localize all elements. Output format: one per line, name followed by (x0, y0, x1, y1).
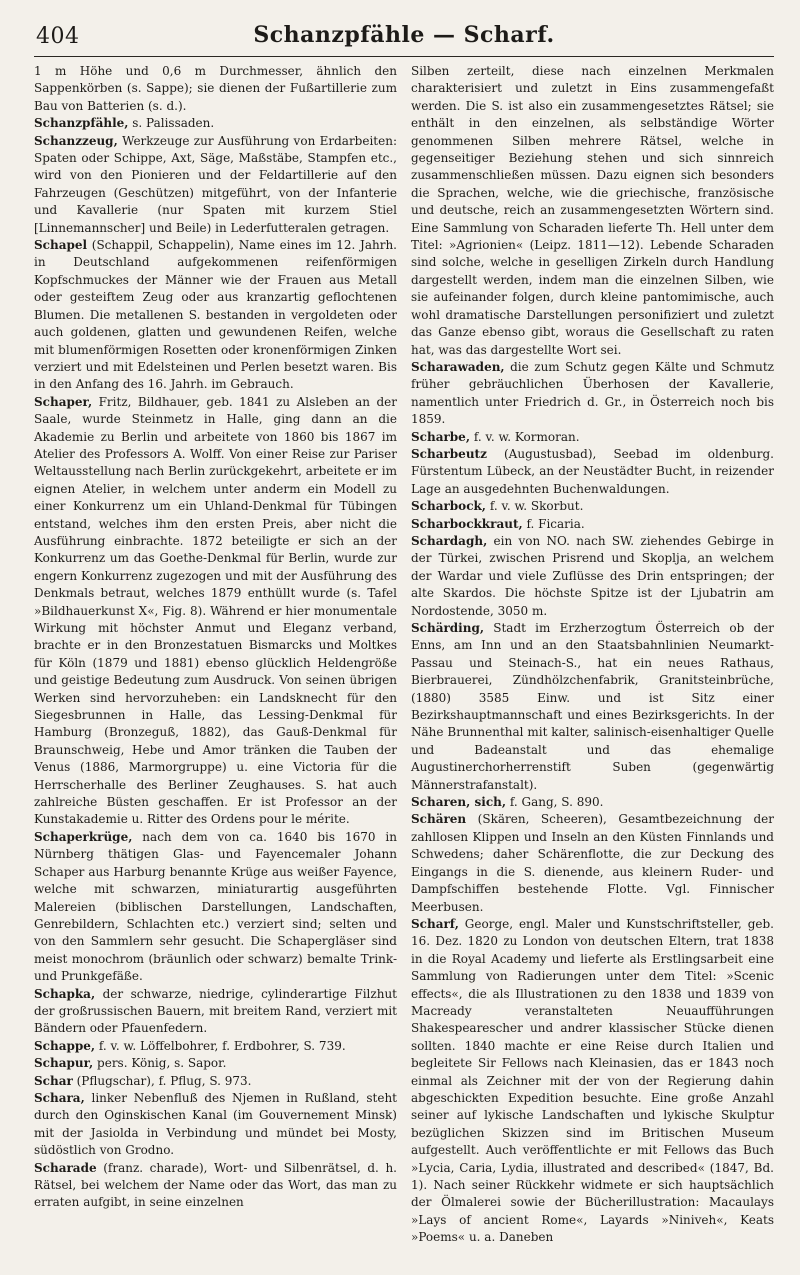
entry-text: die zum Schutz gegen Kälte und Schmutz früher gebräuchlichen Überhosen der Kavallerie, namentlich unter Friedrich d. Gr., in Österreich noch bis 1859. (411, 359, 774, 427)
entry-text: f. v. w. Kormoran. (470, 429, 580, 444)
entry-headword: Schaperkrüge, (34, 829, 133, 844)
entry-headword: Schara, (34, 1090, 85, 1105)
entry-text: Werkzeuge zur Ausführung von Erdarbeiten: Spaten oder Schippe, Axt, Säge, Maßstäbe, Stampfen etc., wird von den Pionieren und der Feldartillerie auf den Fahrzeugen (Geschützen) mitgeführt, von der Infanterie und Kavallerie (nur Spaten mit kurzem Stiel [Linnemannscher] und Beile) in Lederfutteralen getragen. (34, 133, 397, 235)
entry-headword: Schanzpfähle, (34, 116, 129, 131)
dictionary-entry (34, 829, 397, 986)
entry-text: (Schappil, Schappelin), Name eines im 12. Jahrh. in Deutschland aufgekommenen reifenförmigen Kopfschmuckes der Männer wie der Frauen aus Metall oder gesteiftem Zeug oder aus kranzartig geflochtenen Blumen. Die metallenen S. bestanden in vergoldeten oder auch goldenen, glatten und gewundenen Reifen, welche mit blumenförmigen Rosetten oder kronenförmigen Zinken verziert und mit Edelsteinen und Perlen besetzt waren. Bis in den Anfang des 16. Jahrh. im Gebrauch. (34, 238, 397, 392)
entry-headword: Scharbeutz (411, 446, 487, 461)
entry-headword: Schappe, (34, 1038, 96, 1053)
entry-text: f. Ficaria. (522, 516, 585, 531)
dictionary-entry (411, 620, 774, 794)
dictionary-entry (411, 359, 774, 429)
entry-headword: Schanzzeug, (34, 133, 118, 148)
entry-text: pers. König, s. Sapor. (93, 1056, 227, 1071)
entry-text: s. Palissaden. (128, 116, 215, 131)
dictionary-entry (34, 1038, 397, 1055)
left-column (34, 63, 397, 1247)
dictionary-entry (411, 533, 774, 620)
entry-headword: Schären (411, 812, 467, 827)
page-number: 404 (36, 24, 80, 49)
dictionary-entry (411, 516, 774, 533)
entry-text: f. Gang, S. 890. (506, 795, 604, 810)
dictionary-entry (411, 63, 774, 359)
entry-text: (franz. charade), Wort- und Silbenrätsel, d. h. Rätsel, bei welchem der Name oder das Wort, das man zu erraten aufgibt, in seine einzelnen (34, 1160, 397, 1210)
entry-text: (Skären, Scheeren), Gesamtbezeichnung der zahllosen Klippen und Inseln an den Küsten Finnlands und Schwedens; daher Schärenflotte, die zur Deckung des Eingangs in die S. dienende, aus kleinern Ruder- und Dampfschiffen bestehende Flotte. Vgl. Finnischer Meerbusen. (411, 812, 774, 914)
right-column (411, 63, 774, 1247)
entry-text: Silben zerteilt, diese nach einzelnen Merkmalen charakterisiert und zuletzt in Eins zusammengefaßt werden. Die S. ist also ein zusammengesetztes Rätsel; sie enthält in den einzelnen, als selbständige Wörter genommenen Silben mehrere Rätsel, welche in gegenseitiger Beziehung stehen und sich sinnreich zusammenschließen müssen. Dazu eignen sich besonders die Sprachen, welche, wie die griechische, französische und deutsche, reich an zusammengesetzten Wörtern sind. Eine Sammlung von Scharaden lieferte Th. Hell unter dem Titel: »Agrionien« (Leipz. 1811—12). Lebende Scharaden sind solche, welche in geselligen Zirkeln durch Handlung dargestellt werden, indem man die einzelnen Silben, wie sie aufeinander folgen, durch kleine pantomimische, auch wohl dramatische Darstellungen personifiziert und zuletzt das Ganze ebenso gibt, woraus die Gesellschaft zu raten hat, was das dargestellte Wort sei. (411, 64, 774, 357)
entry-headword: Scharbe, (411, 429, 470, 444)
dictionary-entry (411, 446, 774, 498)
entry-text: 1 m Höhe und 0,6 m Durchmesser, ähnlich den Sappenkörben (s. Sappe); sie dienen der Fußartillerie zum Bau von Batterien (s. d.). (34, 64, 397, 113)
dictionary-entry (411, 916, 774, 1247)
dictionary-entry (34, 133, 397, 237)
entry-text: (Augustusbad), Seebad im oldenburg. Fürstentum Lübeck, an der Neustädter Bucht, in reizender Lage an ausgedehnten Buchenwaldungen. (411, 446, 774, 496)
entry-headword: Schapel (34, 238, 88, 253)
entry-headword: Schardagh, (411, 533, 488, 548)
entry-text: f. v. w. Löffelbohrer, f. Erdbohrer, S. 739. (95, 1038, 346, 1053)
entry-headword: Scharawaden, (411, 359, 505, 374)
entry-headword: Scharbock, (411, 499, 486, 514)
running-title: Schanzpfähle — Scharf. (253, 22, 555, 48)
dictionary-entry (34, 1055, 397, 1072)
entry-text: Stadt im Erzherzogtum Österreich ob der Enns, am Inn und an den Staatsbahnlinien Neumarkt-Passau und Steinach-S., hat ein neues Rathaus, Bierbrauerei, Zündhölzchenfabrik, Granitsteinbrüche, (1880) 3585 Einw. und ist Sitz einer Bezirkshauptmannschaft und eines Bezirksgerichts. In der Nähe Brunnenthal mit kalter, salinisch-eisenhaltiger Quelle und Badeanstalt und das ehemalige Augustinerchorherrenstift Suben (gegenwärtig Männerstrafanstalt). (411, 621, 774, 792)
entry-headword: Scharf, (411, 916, 459, 931)
entry-text: linker Nebenfluß des Njemen in Rußland, steht durch den Oginskischen Kanal (im Gouvernement Minsk) mit der Jasiolda in Verbindung und mündet bei Mosty, südöstlich von Grodno. (34, 1090, 397, 1158)
dictionary-entry (34, 1073, 397, 1090)
dictionary-entry (34, 63, 397, 115)
dictionary-entry (34, 237, 397, 394)
entry-text: (Pflugschar), f. Pflug, S. 973. (72, 1073, 252, 1088)
entry-text: der schwarze, niedrige, cylinderartige Filzhut der großrussischen Bauern, mit breitem Rand, verziert mit Bändern oder Pfauenfedern. (34, 986, 397, 1036)
dictionary-entry (411, 498, 774, 515)
entry-text: nach dem von ca. 1640 bis 1670 in Nürnberg thätigen Glas- und Fayencemaler Johann Schaper aus Harburg benannte Krüge aus weißer Fayence, welche mit schwarzen, miniaturartig ausgeführten Malereien (biblischen Darstellungen, Landschaften, Genrebildern, Schlachten etc.) verziert sind; selten und von den Sammlern sehr gesucht. Die Schapergläser sind meist monochrom (bräunlich oder schwarz) bemalte Trink- und Prunkgefäße. (34, 829, 397, 984)
dictionary-entry (34, 394, 397, 829)
page-header (34, 22, 774, 57)
dictionary-entry (34, 986, 397, 1038)
entry-headword: Schaper, (34, 394, 93, 409)
dictionary-entry (411, 811, 774, 915)
dictionary-entry (34, 115, 397, 132)
entry-headword: Schar (34, 1073, 73, 1088)
dictionary-entry (34, 1090, 397, 1160)
entry-headword: Scharade (34, 1160, 97, 1175)
entry-text: George, engl. Maler und Kunstschriftsteller, geb. 16. Dez. 1820 zu London von deutschen Eltern, trat 1838 in die Royal Academy und lieferte als Erstlingsarbeit eine Sammlung von Radierungen unter dem Titel: »Scenic effects«, die als Illustrationen zu den 1838 und 1839 von Macready veranstalteten Neuaufführungen Shakespearescher und andrer klassischer Stücke dienen sollten. 1840 machte er eine Reise durch Italien und begleitete Sir Fellows nach Kleinasien, das er 1843 noch einmal als Zeichner mit der von der Regierung dahin abgeschickten Expedition besuchte. Eine große Anzahl seiner auf lykische Landschaften und lykische Skulptur bezüglichen Skizzen sind im Britischen Museum aufgestellt. Auch veröffentlichte er mit Fellows das Buch »Lycia, Caria, Lydia, illustrated and described« (1847, Bd. 1). Nach seiner Rückkehr widmete er sich hauptsächlich der Ölmalerei sowie der Bücherillustration: Macaulays »Lays of ancient Rome«, Layards »Niniveh«, Keats »Poems« u. a. Daneben (411, 916, 774, 1245)
entry-text: ein von NO. nach SW. ziehendes Gebirge in der Türkei, zwischen Prisrend und Skoplja, an welchem der Wardar und viele Zuflüsse des Drin entspringen; der alte Skardos. Die höchste Spitze ist der Ljubatrin am Nordostende, 3050 m. (411, 533, 774, 618)
entry-headword: Schapur, (34, 1056, 94, 1071)
entry-headword: Schärding, (411, 621, 485, 635)
entry-headword: Scharen, sich, (411, 795, 507, 810)
dictionary-entry (411, 429, 774, 446)
entry-text: f. v. w. Skorbut. (486, 499, 584, 514)
text-columns (34, 63, 774, 1247)
dictionary-entry (34, 1160, 397, 1212)
entry-text: Fritz, Bildhauer, geb. 1841 zu Alsleben an der Saale, wurde Steinmetz in Halle, ging dann an die Akademie zu Berlin und arbeitete von 1860 bis 1867 im Atelier des Professors A. Wolff. Von einer Reise zur Pariser Weltausstellung nach Berlin zurückgekehrt, arbeitete er im eignen Atelier, in welchem unter anderm ein Modell zu einer Konkurrenz um ein Uhland-Denkmal für Tübingen entstand, welches ihm den ersten Preis, aber nicht die Ausführung einbrachte. 1872 beteiligte er sich an der Konkurrenz um das Goethe-Denkmal für Berlin, wurde zur engern Konkurrenz zugezogen und mit der Ausführung des Denkmals betraut, welches 1879 enthüllt wurde (s. Tafel »Bildhauerkunst X«, Fig. 8). Während er hier monumentale Wirkung mit höchster Anmut und Eleganz verband, brachte er in den Bronzestatuen Bismarcks und Moltkes für Köln (1879 und 1881) ebenso glücklich Heldengröße und geistige Bedeutung zum Ausdruck. Von seinen übrigen Werken sind hervorzuheben: ein Landsknecht für den Siegesbrunnen in Halle, das Lessing-Denkmal für Hamburg (Bronzeguß, 1882), das Gauß-Denkmal für Braunschweig, Hebe und Amor tränken die Tauben der Venus (1886, Marmorgruppe) u. eine Victoria für die Herrscherhalle des Berliner Zeughauses. S. hat auch zahlreiche Büsten geschaffen. Er ist Professor an der Kunstakademie u. Ritter des Ordens pour le mérite. (34, 394, 397, 827)
entry-headword: Scharbockkraut, (411, 516, 523, 531)
dictionary-entry (411, 794, 774, 811)
entry-headword: Schapka, (34, 986, 96, 1001)
